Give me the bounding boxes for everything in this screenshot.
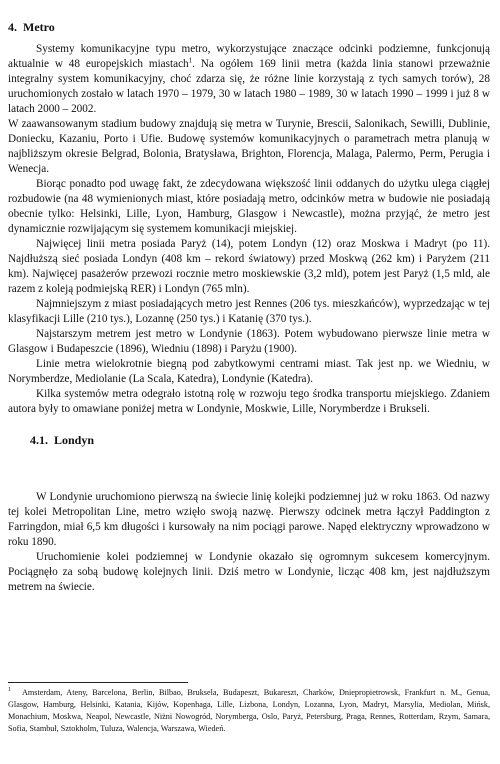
footnote-reference[interactable]: 1 [188, 56, 193, 65]
paragraph: W Londynie uruchomiono pierwszą na świecie linię kolejki podziemnej już w roku 1863. Od nazwy tej kolei Metropolitan Line, metro wzięło swoją nazwę. Pierwszy odcinek metra łączył Paddington z Farringdon, miał 6,5 km długości i kursowały na nim pociągi parowe. Napęd elektryczny wprowadzono w roku 1890. [8, 491, 490, 548]
paragraph: Najstarszym metrem jest metro w Londynie (1863). Potem wybudowano pierwsze linie metra w Glasgow i Budapeszcie (1896), Wiedniu (1898) i Paryżu (1900). [8, 328, 490, 355]
paragraph: Linie metra wielokrotnie biegną pod zabytkowymi centrami miast. Tak jest np. we Wiedniu, w Norymberdze, Mediolanie (La Scala, Katedra), Londynie (Katedra). [8, 358, 490, 385]
paragraph-text: Systemy komunikacyjne typu metro, wykorzystujące znaczące odcinki podziemne, funkcjonują aktualnie w 48 europejskich miastach [8, 43, 490, 70]
section-heading [8, 20, 55, 34]
paragraph: Najmniejszym z miast posiadających metro jest Rennes (206 tys. mieszkańców), wyprzedzając w tej klasyfikacji Lille (210 tys.), Lozannę (250 tys.) i Katanię (370 tys.). [8, 298, 490, 325]
paragraph: Uruchomienie kolei podziemnej w Londynie okazało się ogromnym sukcesem komercyjnym. Pociągnęło za sobą budowę kolejnych linii. Dziś metro w Londynie, licząc 408 km, jest najdłuższym metrem na świecie. [8, 551, 490, 593]
paragraph-text: . Na ogółem 169 linii metra (każda linia stanowi przeważnie integralny system komunikacyjny, choć zdarza się, że różne linie korzystają z tych samych torów), 28 uruchomionych zostało w latach 1970 – 1979, 30 w latach 1980 – 1989, 30 w latach 1990 – 1999 i już 8 w latach 2000 – 2002. [8, 58, 490, 115]
footnote: 1 Amsterdam, Ateny, Barcelona, Berlin, Bilbao, Bruksela, Budapeszt, Bukareszt, Charków, Dniepropietrowsk, Frankfurt n. M., Genua, Glasgow, Hamburg, Helsinki, Katania, Kijów, Kopenhaga, Lille, Lizbona, Londyn, Lozanna, Lyon, Madryt, Marsylia, Mediolan, Mińsk, Monachium, Moskwa, Neapol, Newcastle, Niżni Nowogród, Norymberga, Oslo, Paryż, Petersburg, Praga, Rennes, Rotterdam, Rzym, Samara, Sofia, Stambuł, Sztokholm, Tuluza, Walencja, Warszawa, Wiedeń. [8, 687, 490, 733]
footnote-text: Amsterdam, Ateny, Barcelona, Berlin, Bilbao, Bruksela, Budapeszt, Bukareszt, Charków, Dniepropietrowsk, Frankfurt n. M., Genua, Glasgow, Hamburg, Helsinki, Katania, Kijów, Kopenhaga, Lille, Lizbona, Londyn, Lozanna, Lyon, Madryt, Marsylia, Mediolan, Mińsk, Monachium, Moskwa, Neapol, Newcastle, Niżni Nowogród, Norymberga, Oslo, Paryż, Petersburg, Praga, Rennes, Rotterdam, Rzym, Samara, Sofia, Stambuł, Sztokholm, Tuluza, Walencja, Warszawa, Wiedeń. [8, 688, 490, 733]
paragraph: Biorąc ponadto pod uwagę fakt, że zdecydowana większość linii oddanych do użytku ulega ciągłej rozbudowie (na 48 wymienionych miast, które posiadają metro, odcinków metra w budowie nie posiadają obecnie tylko: Helsinki, Lille, Lyon, Hamburg, Glasgow i Newcastle), można przyjąć, że metro jest dynamicznie rozwijającym się systemem komunikacji miejskiej. [8, 178, 490, 235]
section-number: 4. [8, 20, 17, 34]
subsection-heading [30, 433, 94, 447]
subsection-body [8, 490, 490, 595]
paragraph: Kilka systemów metra odegrało istotną rolę w rozwoju tego środka transportu miejskiego. Zdaniem autora były to omawiane poniżej metra w Londynie, Moskwie, Lille, Norymberdze i Brukseli. [8, 388, 490, 415]
paragraph: W zaawansowanym stadium budowy znajdują się metra w Turynie, Brescii, Salonikach, Sewilli, Dublinie, Doniecku, Kazaniu, Porto i Ufie. Budowę systemów komunikacyjnych o parametrach metra planują w najbliższym okresie Belgrad, Bolonia, Bratysława, Brighton, Florencja, Malaga, Palermo, Perm, Perugia i Wenecja. [8, 118, 490, 175]
subsection-title: Londyn [54, 433, 95, 447]
section-title: Metro [23, 20, 55, 34]
paragraph [8, 42, 490, 117]
footnote-divider [8, 682, 188, 683]
subsection-number: 4.1. [30, 433, 48, 447]
paragraph: Najwięcej linii metra posiada Paryż (14), potem Londyn (12) oraz Moskwa i Madryt (po 11). Najdłuższą sieć posiada Londyn (408 km – rekord światowy) przed Moskwą (262 km) i Paryżem (211 km). Najwięcej pasażerów przewozi rocznie metro moskiewskie (3,2 mld), potem jest Paryż (1,5 mld, ale razem z koleją podmiejską RER) i Londyn (765 mln). [8, 238, 490, 295]
section-body [8, 42, 490, 417]
